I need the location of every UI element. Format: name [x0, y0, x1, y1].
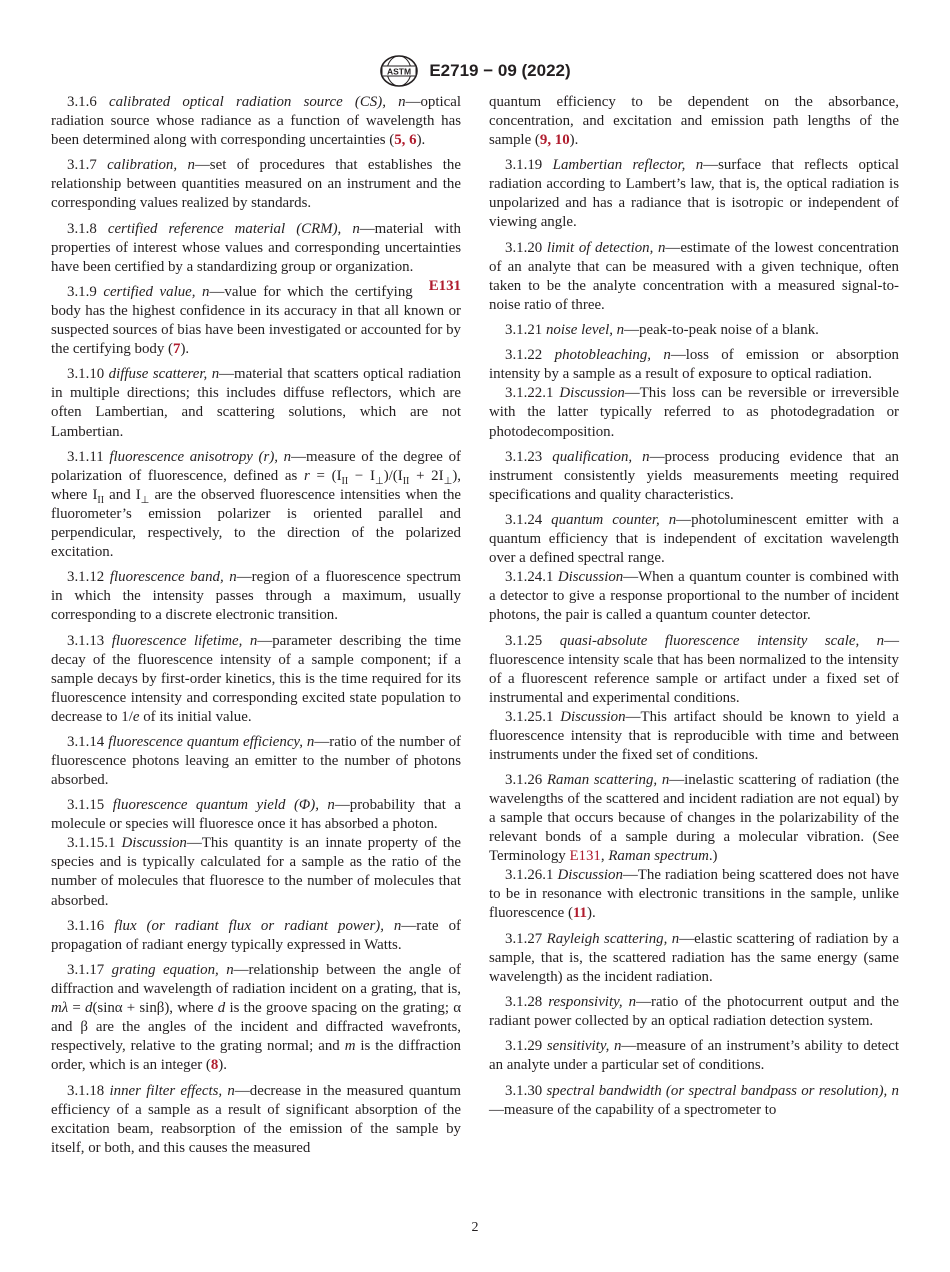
- term-3-1-11: 3.1.11 fluorescence anisotropy (r), n—measure of the degree of polarization of fluorescence, defined as $r = (I_{II} - I_\perp)/(I_{II} + 2I_\perp)$, where $I_{II}$ and $I_\perp$ are the observed fluorescence intensities when the fluorometer’s emission polarizer is oriented parallel and perpendicular, respectively, to the direction of the polarized excitation.: [51, 448, 462, 560]
- term-3-1-12: 3.1.12 fluorescence band, n—region of a fluorescence spectrum in which the intensity passes through a maximum, usually corresponding to a discrete electronic transition.: [51, 569, 461, 624]
- left-column: [51, 93, 461, 1164]
- right-column: [489, 93, 899, 1126]
- term-3-1-26-1: 3.1.26.1 Discussion—The radiation being scattered does not have to be in resonance with electronic transitions in the sample, unlike fluorescence (11).: [489, 867, 899, 922]
- term-3-1-30: 3.1.30 spectral bandwidth (or spectral bandpass or resolution), n—measure of the capability of a spectrometer to: [489, 1082, 899, 1118]
- term-3-1-27: 3.1.27 Rayleigh scattering, n—elastic scattering of radiation by a sample, that is, the scattered radiation has the same energy (same wavelength) as the incident radiation.: [489, 930, 899, 985]
- reference-link[interactable]: 6: [409, 132, 417, 149]
- term-3-1-14: 3.1.14 fluorescence quantum efficiency, n—ratio of the number of fluorescence photons leaving an emitter to the number of photons absorbed.: [51, 733, 461, 789]
- term-3-1-15: 3.1.15 fluorescence quantum yield (Φ), n—probability that a molecule or species will fluoresce once it has absorbed a photon.: [51, 797, 462, 833]
- reference-link[interactable]: 7: [172, 341, 181, 358]
- term-3-1-6: 3.1.6 calibrated optical radiation source (CS), n—optical radiation source whose radiance as a function of wavelength has been determined along with corresponding uncertainties (5, 6).: [51, 94, 461, 149]
- term-3-1-7: 3.1.7 calibration, n—set of procedures that establishes the relationship between quantities measured on an instrument and the corresponding values realized by standards.: [51, 157, 461, 212]
- standard-reference-link[interactable]: E131: [428, 277, 461, 294]
- reference-link[interactable]: 9: [539, 132, 548, 149]
- logo-text: ASTM: [387, 66, 412, 77]
- page-number: 2: [471, 1220, 479, 1235]
- reference-link[interactable]: 5: [394, 132, 402, 149]
- term-3-1-23: 3.1.23 qualification, n—process producing evidence that an instrument consistently yields measurements meeting required specifications and quality characteristics.: [489, 448, 899, 503]
- standard-reference-link[interactable]: E131: [569, 848, 601, 865]
- term-3-1-25: 3.1.25 quasi-absolute fluorescence intensity scale, n—fluorescence intensity scale that has been normalized to the intensity of a fluorescent reference sample or artifact under a fixed set of instrumental and experimental conditions.: [489, 632, 899, 706]
- page-header: [0, 54, 950, 88]
- term-3-1-22: 3.1.22 photobleaching, n—loss of emission or absorption intensity by a sample as a result of exposure to optical radiation.: [489, 347, 899, 383]
- term-3-1-15-1: 3.1.15.1 Discussion—This quantity is an innate property of the species and is typically calculated for a sample as the ratio of the number of molecules that fluoresce to the number of molecules that absorbed.: [51, 835, 461, 909]
- term-3-1-21: 3.1.21 noise level, n—peak-to-peak noise of a blank.: [505, 322, 819, 339]
- term-3-1-19: 3.1.19 Lambertian reflector, n—surface that reflects optical radiation according to Lambert’s law, that is, the optical radiation is unpolarized and has a radiance that is isotropic or independent of viewing angle.: [489, 157, 899, 231]
- term-3-1-29: 3.1.29 sensitivity, n—measure of an instrument’s ability to detect an analyte under a particular set of conditions.: [489, 1038, 899, 1074]
- term-3-1-24-1: 3.1.24.1 Discussion—When a quantum counter is combined with a detector to give a response proportional to the number of incident photons, the pair is called a quantum counter detector.: [489, 569, 899, 624]
- term-3-1-24: 3.1.24 quantum counter, n—photoluminescent emitter with a quantum efficiency that is independent of excitation wavelength over a defined spectral range.: [489, 512, 899, 567]
- term-3-1-22-1: 3.1.22.1 Discussion—This loss can be reversible or irreversible with the latter typically referred to as photodegradation or photodecomposition.: [489, 385, 899, 440]
- astm-logo-icon: [379, 54, 419, 88]
- term-3-1-9: 3.1.9 certified value, n—value for which the certifying body has the highest confidence in its accuracy in that all known or suspected sources of bias have been investigated or accounted for by the certifying body (7).: [51, 283, 461, 358]
- reference-link[interactable]: 11: [572, 905, 587, 922]
- term-3-1-28: 3.1.28 responsivity, n—ratio of the photocurrent output and the radiant power collected by an optical radiation detection system.: [489, 993, 899, 1029]
- term-3-1-20: 3.1.20 limit of detection, n—estimate of the lowest concentration of an analyte that can be measured with a given technique, often taken to be the analyte concentration with a measured signal-to-noise ratio of three.: [489, 239, 899, 313]
- reference-link[interactable]: 8: [210, 1057, 219, 1074]
- term-3-1-17: 3.1.17 grating equation, n—relationship between the angle of diffraction and wavelength of radiation incident on a grating, that is, mλ = d(sinα + sinβ), where d is the groove spacing on the grating; α and β are the angles of the incident and diffracted wavefronts, respectively, relative to the grating normal; and m is the diffraction order, which is an integer (8).: [51, 962, 461, 1074]
- term-3-1-25-1: 3.1.25.1 Discussion—This artifact should be known to yield a fluorescence intensity that is reproducible with time and between instruments under the fixed set of conditions.: [489, 708, 899, 763]
- term-3-1-8: 3.1.8 certified reference material (CRM), n—material with properties of interest whose values and corresponding uncertainties have been certified by a standardizing group or organization. E131: [51, 220, 461, 277]
- reference-link[interactable]: 10: [554, 132, 570, 149]
- term-3-1-18: 3.1.18 inner filter effects, n—decrease in the measured quantum efficiency of a sample as a result of significant absorption of the excitation beam, reabsorption of the emission of the sample by itself, or both, and this causes the measured: [51, 1082, 461, 1156]
- term-3-1-26: 3.1.26 Raman scattering, n—inelastic scattering of radiation (the wavelengths of the scattered and incident radiation are not equal) by a sample that occurs because of changes in the polarizability of the relevant bonds of a sample during a molecular vibration. (See Terminology E131, Raman spectrum.): [489, 772, 899, 865]
- term-3-1-18-continued: quantum efficiency to be dependent on the absorbance, concentration, and excitation and emission path lengths of the sample (9, 10).: [489, 94, 899, 149]
- term-3-1-13: 3.1.13 fluorescence lifetime, n—parameter describing the time decay of the fluorescence intensity of a sample component; if a sample decays by first-order kinetics, this is the time required for its fluorescence intensity and corresponding excited state population to decrease to 1/e of its initial value.: [51, 632, 461, 725]
- term-3-1-10: 3.1.10 diffuse scatterer, n—material that scatters optical radiation in multiple directions; this includes diffuse reflectors, which are often Lambertian, and scattering solutions, which are not Lambertian.: [51, 366, 461, 440]
- term-3-1-16: 3.1.16 flux (or radiant flux or radiant power), n—rate of propagation of radiant energy typically expressed in Watts.: [51, 917, 461, 953]
- document-code: E2719 − 09 (2022): [429, 61, 571, 80]
